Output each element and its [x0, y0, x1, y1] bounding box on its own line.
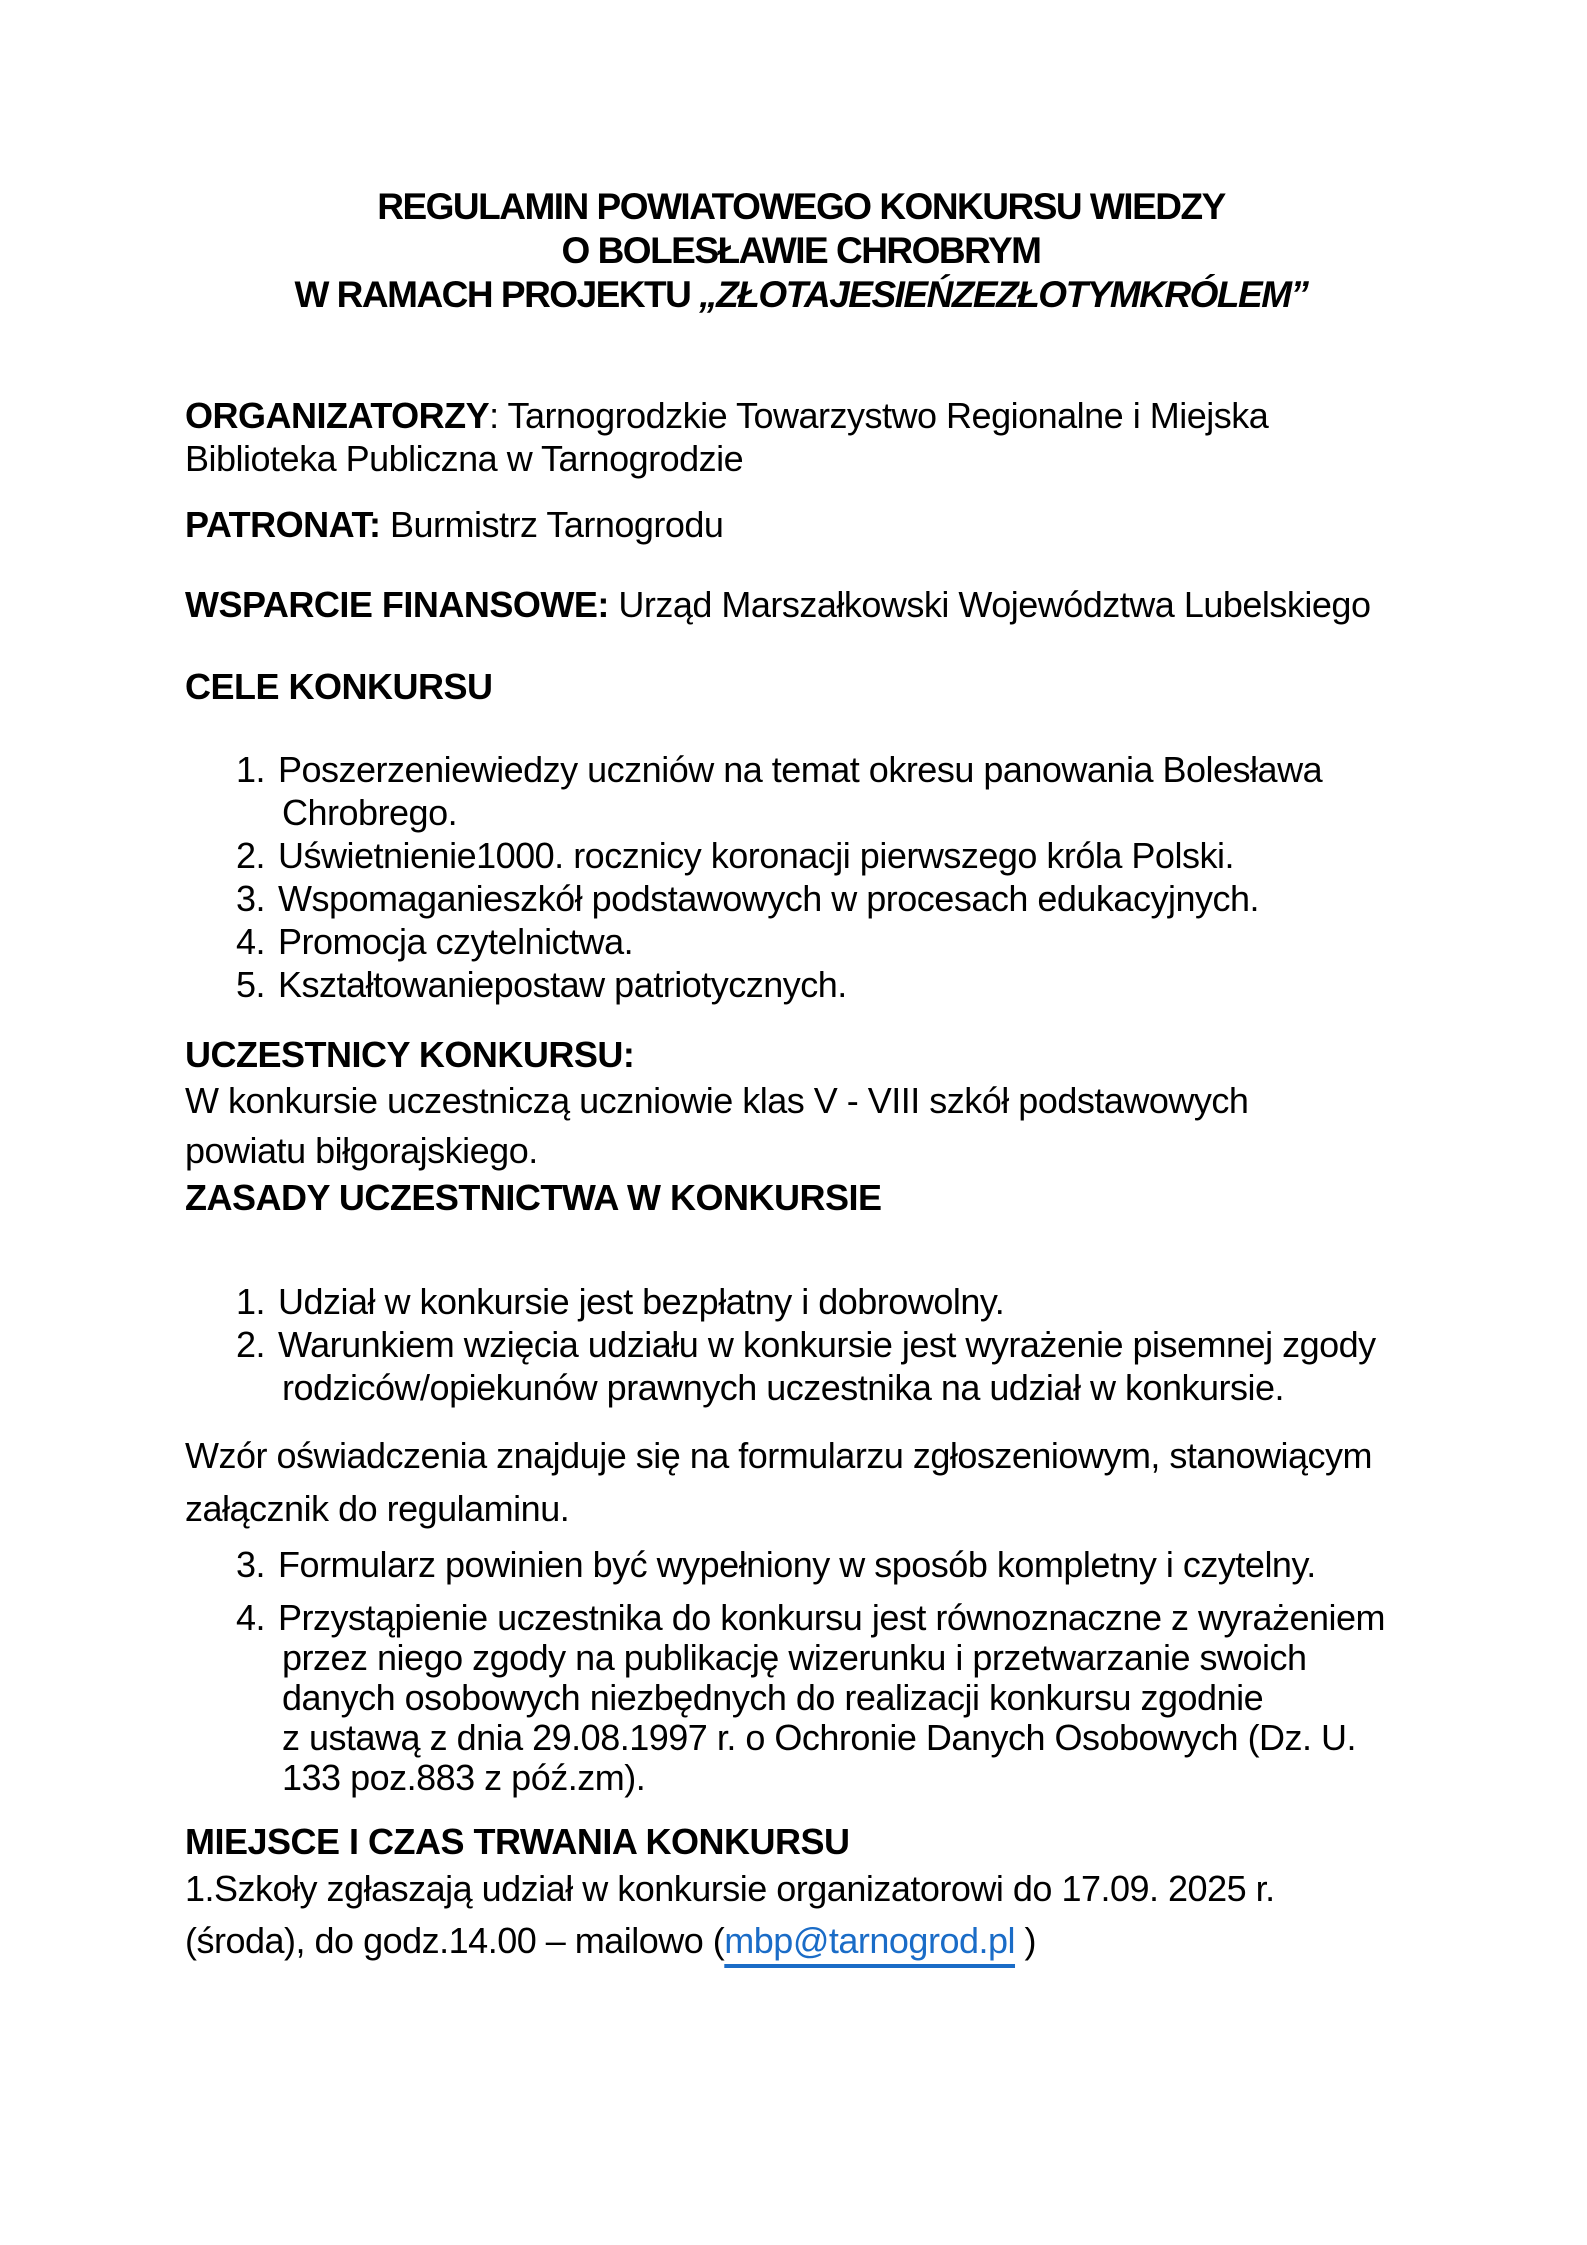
list-item-text: Poszerzeniewiedzy uczniów na temat okresu panowania Bolesława [278, 749, 1323, 790]
list-item-text: Udział w konkursie jest bezpłatny i dobrowolny. [278, 1281, 1005, 1322]
financial-support-label: WSPARCIE FINANSOWE: [185, 584, 609, 625]
list-item [236, 1280, 1417, 1323]
organizers-line-1 [185, 394, 1417, 437]
list-item [236, 1598, 1417, 1798]
list-item-text: Warunkiem wzięcia udziału w konkursie jest wyrażenie pisemnej zgody [278, 1324, 1376, 1365]
list-item [236, 1543, 1417, 1586]
list-item-number: 2. [236, 1324, 266, 1365]
document-title [185, 185, 1417, 317]
patron-label: PATRONAT: [185, 504, 381, 545]
title-line-3-prefix: W RAMACH PROJEKTU [294, 274, 700, 315]
list-item-text: 133 poz.883 z póź.zm). [282, 1757, 646, 1798]
organizers-text: : Tarnogrodzkie Towarzystwo Regionalne i Miejska [489, 395, 1269, 436]
list-item-number: 3. [236, 1544, 266, 1585]
list-item [236, 877, 1417, 920]
list-item-text: rodziców/opiekunów prawnych uczestnika na udział w konkursie. [282, 1367, 1285, 1408]
venue-heading: MIEJSCE I CZAS TRWANIA KONKURSU [185, 1821, 850, 1862]
participants-heading: UCZESTNICY KONKURSU: [185, 1034, 635, 1075]
list-item-number: 3. [236, 878, 266, 919]
list-item-number: 1. [236, 1281, 266, 1322]
rules-list-part-1 [236, 1280, 1417, 1409]
list-item-text: Chrobrego. [282, 792, 458, 833]
list-item-number: 5. [236, 964, 266, 1005]
list-item [236, 1323, 1417, 1409]
venue-line-1: 1.Szkoły zgłaszają udział w konkursie organizatorowi do 17.09. 2025 r. [185, 1868, 1275, 1909]
title-project-name: „ZŁOTAJESIEŃZEZŁOTYMKRÓLEM” [699, 274, 1308, 315]
list-item [236, 834, 1417, 877]
email-link[interactable]: mbp@tarnogrod.pl [724, 1920, 1016, 1961]
goals-list [236, 748, 1417, 1006]
organizers-line-2: Biblioteka Publiczna w Tarnogrodzie [185, 438, 744, 479]
list-item-text: Wspomaganieszkół podstawowych w procesach edukacyjnych. [278, 878, 1259, 919]
list-item-text: Uświetnienie1000. rocznicy koronacji pierwszego króla Polski. [278, 835, 1234, 876]
list-item [236, 920, 1417, 963]
list-item-text: Formularz powinien być wypełniony w sposób kompletny i czytelny. [278, 1544, 1316, 1585]
organizers-paragraph [185, 394, 1417, 480]
rules-list-part-3 [236, 1598, 1417, 1798]
patron-text: Burmistrz Tarnogrodu [380, 504, 724, 545]
list-item-text: Promocja czytelnictwa. [278, 921, 634, 962]
financial-support-paragraph [185, 583, 1417, 626]
goals-heading: CELE KONKURSU [185, 666, 493, 707]
participants-line-2: powiatu biłgorajskiego. [185, 1130, 538, 1171]
list-item-text: Kształtowaniepostaw patriotycznych. [278, 964, 847, 1005]
list-item-number: 4. [236, 1597, 266, 1638]
organizers-label: ORGANIZATORZY [185, 395, 490, 436]
participants-line-1: W konkursie uczestniczą uczniowie klas V - VIII szkół podstawowych [185, 1080, 1249, 1121]
venue-line-2-prefix: (środa), do godz.14.00 – mailowo ( [185, 1920, 725, 1961]
list-item-number: 1. [236, 749, 266, 790]
venue-paragraph [185, 1863, 1417, 1967]
participants-paragraph [185, 1076, 1417, 1176]
venue-line-2-suffix: ) [1015, 1920, 1037, 1961]
declaration-note-line-1: Wzór oświadczenia znajduje się na formularzu zgłoszeniowym, stanowiącym [185, 1435, 1373, 1476]
list-item [236, 748, 1417, 834]
list-item-number: 4. [236, 921, 266, 962]
venue-line-2 [185, 1915, 1417, 1967]
list-item-text: przez niego zgody na publikację wizerunku i przetwarzanie swoich [282, 1637, 1307, 1678]
list-item-number: 2. [236, 835, 266, 876]
title-line-3 [185, 273, 1417, 317]
list-item-text: danych osobowych niezbędnych do realizacji konkursu zgodnie [282, 1677, 1264, 1718]
declaration-note-line-2: załącznik do regulaminu. [185, 1488, 570, 1529]
list-item [236, 963, 1417, 1006]
title-line-1: REGULAMIN POWIATOWEGO KONKURSU WIEDZY [377, 186, 1225, 227]
list-item-text: z ustawą z dnia 29.08.1997 r. o Ochronie Danych Osobowych (Dz. U. [282, 1717, 1357, 1758]
declaration-note-paragraph [185, 1429, 1417, 1535]
list-item-text: Przystąpienie uczestnika do konkursu jest równoznaczne z wyrażeniem [278, 1597, 1386, 1638]
title-line-2: O BOLESŁAWIE CHROBRYM [561, 230, 1041, 271]
rules-list-part-2 [236, 1543, 1417, 1586]
financial-support-text: Urząd Marszałkowski Województwa Lubelskiego [608, 584, 1371, 625]
rules-heading: ZASADY UCZESTNICTWA W KONKURSIE [185, 1177, 882, 1218]
patron-paragraph [185, 503, 1417, 546]
